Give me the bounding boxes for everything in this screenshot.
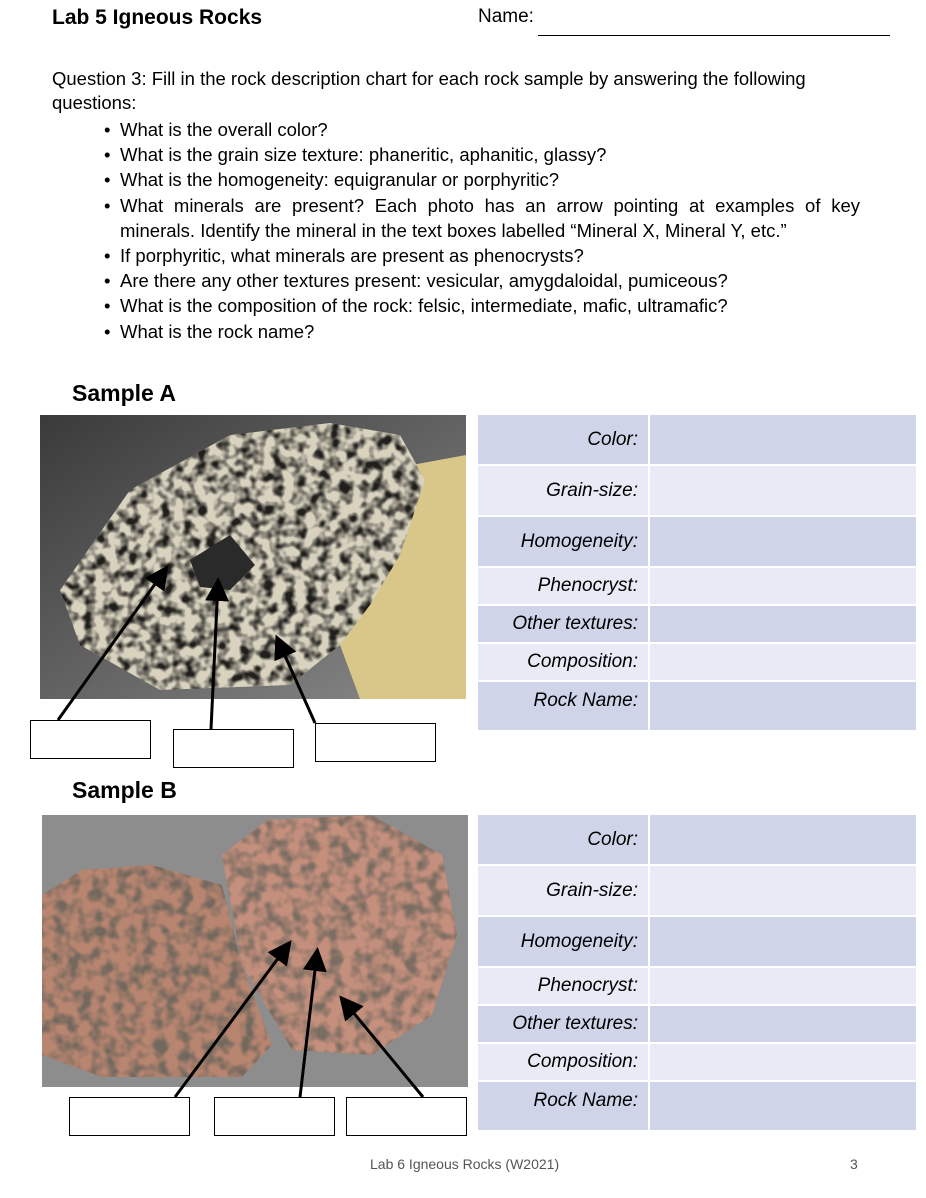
other-textures-answer-cell[interactable] <box>649 1005 917 1043</box>
phenocryst-answer-cell[interactable] <box>649 967 917 1005</box>
page-title: Lab 5 Igneous Rocks <box>52 6 263 29</box>
footer-text: Lab 6 Igneous Rocks (W2021) <box>370 1156 560 1172</box>
table-row <box>477 1005 917 1043</box>
sample-b-photo <box>42 815 468 1087</box>
other-textures-answer-cell[interactable] <box>649 605 917 643</box>
field-label: Phenocryst: <box>477 967 649 1005</box>
grain-size-answer-cell[interactable] <box>649 465 917 516</box>
question-bullet-list <box>104 117 860 344</box>
rock-name-answer-cell[interactable] <box>649 681 917 731</box>
name-label: Name: <box>478 6 534 27</box>
table-row <box>477 681 917 731</box>
mineral-x-input-box[interactable] <box>30 720 151 759</box>
sample-a-title: Sample A <box>72 380 176 406</box>
sample-b-title: Sample B <box>72 777 177 803</box>
list-item: • What is the homogeneity: equigranular or porphyritic? <box>104 167 860 192</box>
mineral-y-input-box[interactable] <box>214 1097 335 1136</box>
table-row <box>477 516 917 567</box>
list-item: • What is the overall color? <box>104 117 860 142</box>
list-item: • Are there any other textures present: vesicular, amygdaloidal, pumiceous? <box>104 268 860 293</box>
field-label: Homogeneity: <box>477 916 649 967</box>
field-label: Other textures: <box>477 1005 649 1043</box>
homogeneity-answer-cell[interactable] <box>649 916 917 967</box>
table-row <box>477 643 917 681</box>
sample-a-description-table <box>476 413 918 732</box>
field-label: Rock Name: <box>477 1081 649 1131</box>
table-row <box>477 814 917 865</box>
table-row <box>477 1081 917 1131</box>
table-row <box>477 414 917 465</box>
list-item: • If porphyritic, what minerals are present as phenocrysts? <box>104 243 860 268</box>
name-input-line[interactable] <box>538 35 890 36</box>
field-label: Grain-size: <box>477 465 649 516</box>
phenocryst-answer-cell[interactable] <box>649 567 917 605</box>
table-row <box>477 916 917 967</box>
homogeneity-answer-cell[interactable] <box>649 516 917 567</box>
sample-b-description-table <box>476 813 918 1132</box>
color-answer-cell[interactable] <box>649 414 917 465</box>
page-number: 3 <box>850 1156 858 1172</box>
mineral-z-input-box[interactable] <box>346 1097 467 1136</box>
field-label: Grain-size: <box>477 865 649 916</box>
table-row <box>477 465 917 516</box>
rock-name-answer-cell[interactable] <box>649 1081 917 1131</box>
field-label: Composition: <box>477 1043 649 1081</box>
table-row <box>477 967 917 1005</box>
field-label: Phenocryst: <box>477 567 649 605</box>
grain-size-answer-cell[interactable] <box>649 865 917 916</box>
composition-answer-cell[interactable] <box>649 1043 917 1081</box>
field-label: Composition: <box>477 643 649 681</box>
field-label: Homogeneity: <box>477 516 649 567</box>
list-item: • What is the grain size texture: phaneritic, aphanitic, glassy? <box>104 142 860 167</box>
mineral-y-input-box[interactable] <box>173 729 294 768</box>
field-label: Rock Name: <box>477 681 649 731</box>
mineral-z-input-box[interactable] <box>315 723 436 762</box>
field-label: Color: <box>477 414 649 465</box>
field-label: Color: <box>477 814 649 865</box>
list-item: • What is the composition of the rock: felsic, intermediate, mafic, ultramafic? <box>104 293 860 318</box>
list-item: • What minerals are present? Each photo has an arrow pointing at examples of key minerals. Identify the mineral in the text boxes labelled “Mineral X, Mineral Y, etc.” <box>104 193 860 243</box>
table-row <box>477 567 917 605</box>
sample-a-photo <box>40 415 466 699</box>
table-row <box>477 865 917 916</box>
mineral-x-input-box[interactable] <box>69 1097 190 1136</box>
color-answer-cell[interactable] <box>649 814 917 865</box>
question-prompt: Question 3: Fill in the rock description chart for each rock sample by answering the following questions: <box>52 68 806 113</box>
field-label: Other textures: <box>477 605 649 643</box>
table-row <box>477 1043 917 1081</box>
table-row <box>477 605 917 643</box>
list-item: • What is the rock name? <box>104 319 860 344</box>
composition-answer-cell[interactable] <box>649 643 917 681</box>
